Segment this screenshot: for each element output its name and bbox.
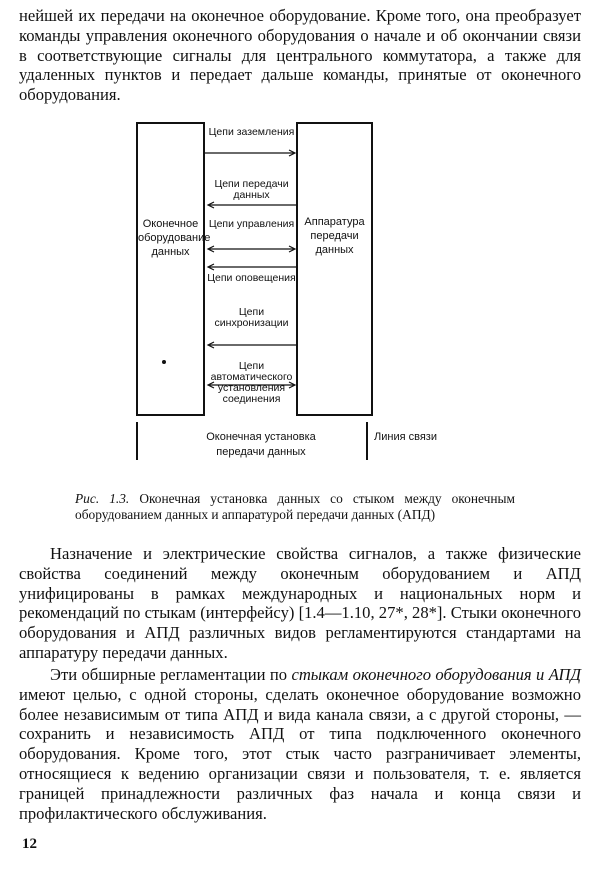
terminal-equipment-box — [136, 122, 211, 416]
figure-reference: Рис. 1.3. — [75, 491, 130, 506]
signal-data-label: Цепи передачи данных — [214, 178, 289, 201]
communication-line-label: Линия связи — [374, 431, 437, 443]
top-paragraph: нейшей их передачи на оконечное оборудование. Кроме того, она преобразует команды управления оконечного оборудования о начале и об окончании связи в соответствующие сигналы для центрального коммутатора, а также для удаленных пунктов и передает дальше команды, принятые от оконечного оборудования. — [19, 6, 581, 105]
data-transmission-equipment-label: Аппаратура передачи данных — [304, 216, 365, 256]
signal-control-label: Цепи управления — [208, 218, 295, 230]
terminal-equipment-label: Оконечное оборудование данных — [138, 218, 211, 258]
left-boundary-line — [136, 422, 138, 460]
interface-diagram — [126, 117, 476, 462]
signal-alert-arrow — [205, 263, 298, 271]
paragraph-2: Назначение и электрические свойства сигналов, а также физические свойства соединений между оконечным оборудованием и АПД унифицированы в рамках международных и национальных норм и рекомендаций по стыкам (интерфейсу) [1.4—1.10, 27*, 28*]. Стыки оконечного оборудования и АПД различных видов регламентируются стандартами на аппаратуру передачи данных. — [19, 544, 581, 662]
ink-dot — [162, 360, 166, 364]
signal-autoconnect-label: Цепи автоматического установления соединения — [210, 360, 293, 405]
figure-caption — [75, 491, 515, 522]
signal-data-arrow — [205, 201, 298, 209]
signal-alert-label: Цепи оповещения — [207, 272, 296, 284]
signal-control-arrow — [205, 245, 298, 253]
paragraph-3-italic: стыкам оконечного оборудования и АПД — [291, 665, 581, 684]
signal-ground-arrow — [205, 149, 298, 157]
paragraph-3-start: Эти обширные регламентации по — [50, 665, 292, 684]
signal-sync-arrow — [205, 341, 298, 349]
paragraph-3-end: имеют целью, с одной стороны, сделать оконечное оборудование возможно более независимым от типа АПД и вида канала связи, а с другой стороны, — сохранить и независимость АПД от типа подключенного оконечного оборудования. Кроме того, этот стык часто разграничивает элементы, относящиеся к ведению организации связи и пользователя, т. е. является границей принадлежности различных фаз начала и конца связи и профилактического обслуживания. — [19, 684, 581, 823]
data-transmission-equipment-box — [296, 122, 373, 416]
signal-sync-label: Цепи синхронизации — [214, 306, 289, 329]
page-number: 12 — [22, 836, 37, 852]
terminal-installation-label: Оконечная установка передачи данных — [206, 431, 316, 458]
right-boundary-line — [366, 422, 368, 460]
caption-text: Оконечная установка данных со стыком между оконечным оборудованием данных и аппаратурой передачи данных (АПД) — [75, 491, 515, 522]
signal-ground-label: Цепи заземления — [208, 126, 295, 138]
paragraph-3 — [19, 665, 581, 823]
signal-autoconnect-arrow — [205, 381, 298, 389]
